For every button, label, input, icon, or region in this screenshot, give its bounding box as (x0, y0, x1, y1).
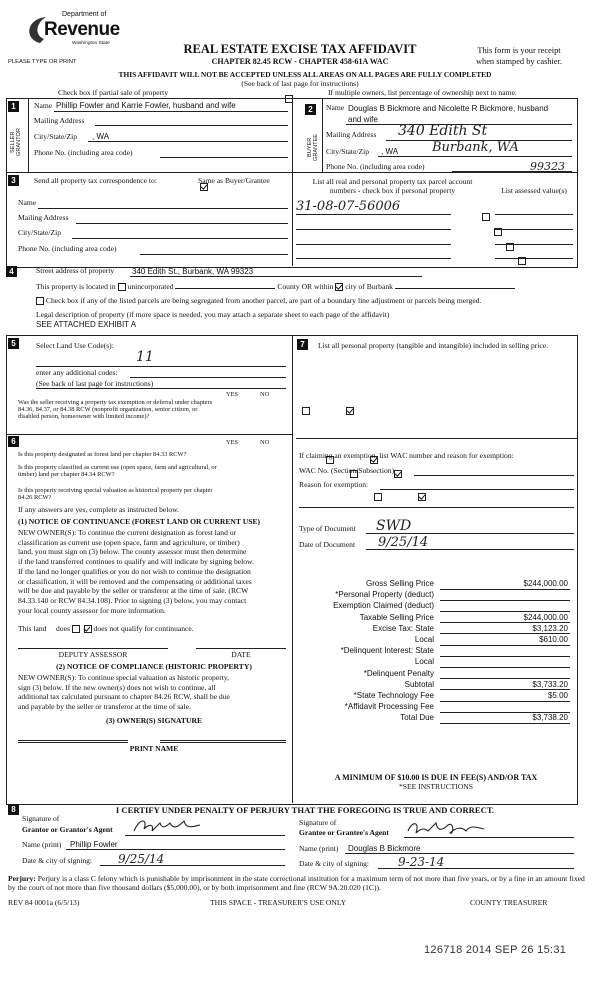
tax-row-value[interactable]: $5.00 (547, 691, 568, 700)
doc-date-hand[interactable]: 9/25/14 (378, 535, 429, 550)
notice1-body: NEW OWNER(S): To continue the current designation as forest land or classification as current use (open space, farm and agriculture, or timber) land, you must sign on (3) below. The county assessor must then determine if the land transferred continues to qualify and will indicate by signing below. If the land no longer qualifies or you do not wish to continue the designation or classification, it will be removed and the compensating or additional taxes will be due and payable by the seller or transferor at the time of sale. (RCW 84.33.140 or RCW 84.34.108). Prior to signing (3) below, you may contact your local county assessor for more information. (18, 528, 254, 615)
doc-type-hand[interactable]: SWD (376, 518, 412, 534)
section-2-number: 2 (305, 104, 316, 115)
tax-row-value[interactable]: $610.00 (539, 635, 568, 644)
grantor-name[interactable]: Phillip Fowler (70, 840, 118, 849)
s6-no: NO (260, 439, 270, 446)
form-number: REV 84 0001a (6/5/13) (8, 898, 80, 907)
does-not-qualify-checkbox[interactable] (84, 625, 92, 633)
buyer-mailing-label: Mailing Address (326, 130, 377, 139)
does-qualify-checkbox[interactable] (72, 625, 80, 633)
treasurer-stamp: 126718 2014 SEP 26 15:31 (424, 944, 567, 956)
doc-type-label: Type of Document (299, 524, 356, 533)
revenue-logo (22, 9, 122, 49)
form-title: REAL ESTATE EXCISE TAX AFFIDAVIT (183, 42, 417, 56)
s5-no-checkbox[interactable] (346, 407, 354, 415)
tax-row-value[interactable]: $244,000.00 (523, 612, 568, 622)
buyer-city-label: City/State/Zip (326, 147, 370, 156)
warning-text: THIS AFFIDAVIT WILL NOT BE ACCEPTED UNLESS ALL AREAS ON ALL PAGES ARE FULLY COMPLETED (118, 70, 492, 79)
exemption-question: Was the seller receiving a property tax exemption or deferral under chapters 84.36, 84.37, or 84.38 RCW (nonprofit organization, senior citizen, or disabled person, homeowner with limited income)? (18, 399, 213, 421)
certify-text: I CERTIFY UNDER PENALTY OF PERJURY THAT THE FOREGOING IS TRUE AND CORRECT. (115, 805, 495, 815)
tax-row-underline (440, 656, 570, 657)
section-4-number: 4 (6, 266, 17, 277)
forest-question: Is this property designated as forest land per chapter 84.33 RCW? (18, 451, 187, 458)
buyer-name-label: Name (326, 103, 345, 112)
if-yes-text: If any answers are yes, complete as instructed below. (18, 505, 180, 514)
grantor-date-hand[interactable]: 9/25/14 (118, 852, 165, 866)
multiple-owners: If multiple owners, list percentage of ownership next to name. (328, 88, 517, 97)
buyer-city-hand[interactable]: Burbank, WA (432, 140, 519, 155)
wac-label: WAC No. (Section/Subsection) (299, 466, 395, 475)
notice1-title: (1) NOTICE OF CONTINUANCE (FOREST LAND OR CURRENT USE) (18, 517, 261, 526)
print-name-label: PRINT NAME (129, 744, 179, 753)
perjury-notice: Perjury: Perjury is a class C felony which is punishable by imprisonment in the state correctional institution for a maximum term of not more than five years, or by a fine in an amount fixed by the court of not more than five thousand dollars ($5,000.00), or by both imprisonment and fine (RCW 9A.20.020 (1C)). (8, 874, 585, 892)
assessor-date-label: DATE (231, 650, 251, 659)
street-label: Street address of property (36, 266, 115, 275)
s6-yes: YES (226, 439, 239, 446)
s3-mailing-label: Mailing Address (18, 213, 69, 222)
section-7-number: 7 (297, 339, 308, 350)
land-use-label: Select Land Use Code(s): (36, 341, 114, 350)
section-3-number: 3 (8, 175, 19, 186)
street-address[interactable]: 340 Edith St., Burbank, WA 99323 (132, 267, 254, 276)
see-instructions: *SEE INSTRUCTIONS (398, 782, 474, 791)
section-8-number: 8 (8, 804, 19, 815)
treasurer-use: THIS SPACE - TREASURER'S USE ONLY (210, 898, 347, 907)
grantee-name-label: Name (print) (299, 844, 339, 853)
tax-row-underline (440, 667, 570, 668)
tax-row-label: *Affidavit Processing Fee (344, 702, 434, 712)
s3-phone-label: Phone No. (including area code) (18, 244, 117, 253)
seller-name[interactable]: Phillip Fowler and Karrie Fowler, husband and wife (56, 101, 236, 110)
personal-property-label: List all personal property (tangible and intangible) included in selling price. (318, 341, 549, 350)
doc-date-label: Date of Document (299, 540, 356, 549)
buyer-name-2[interactable]: and wife (348, 115, 378, 124)
tax-row-label: *Delinquent Interest: State (340, 646, 434, 656)
land-use-code-hand[interactable]: 11 (136, 349, 154, 365)
tax-row-label: Local (414, 657, 434, 667)
grantor-signature[interactable] (130, 815, 210, 837)
grantee-name[interactable]: Douglas B Bickmore (348, 844, 421, 853)
logo-state: Washington State (72, 41, 110, 46)
segregated-text: Check box if any of the listed parcels are being segregated from another parcel, are part of a boundary line adjustment or parcels being merged. (36, 297, 581, 306)
s5-no: NO (260, 391, 270, 398)
parcel-1-personal-checkbox[interactable] (482, 213, 490, 221)
historic-yes-checkbox[interactable] (374, 493, 382, 501)
grantee-date-hand[interactable]: 9-23-14 (398, 855, 445, 869)
tax-row-label: *State Technology Fee (353, 691, 434, 700)
tax-row-underline (440, 600, 570, 601)
continuance-row: This land does does not qualify for continuance. (18, 624, 194, 633)
additional-codes-label: enter any additional codes: (36, 368, 118, 377)
buyer-name-1[interactable]: Douglas B Bickmore and Nicolette R Bickmore, husband (348, 104, 549, 113)
tax-row-label: *Delinquent Penalty (363, 668, 434, 678)
tax-row-label: Excise Tax: State (372, 623, 434, 633)
parcel-number-hand[interactable]: 31-08-07-56006 (296, 199, 401, 214)
segregated-checkbox[interactable] (36, 297, 44, 305)
grantor-name-label: Name (print) (22, 840, 62, 849)
tax-row-label: Total Due (400, 713, 434, 723)
notice3-title: (3) OWNER(S) SIGNATURE (105, 716, 203, 725)
located-in-row: This property is located in unincorporated County OR within city of Burbank (36, 283, 515, 292)
historic-question: Is this property receiving special valuation as historical property per chapter 84.26 RCW? (18, 487, 213, 502)
tax-row-underline (440, 723, 570, 724)
current-use-no-checkbox[interactable] (394, 470, 402, 478)
seller-mailing-label: Mailing Address (34, 116, 85, 125)
buyer-zip-hand[interactable]: 99323 (530, 160, 565, 173)
buyer-mailing-hand[interactable]: 340 Edith St (398, 123, 488, 139)
grantor-agent-label: Grantor or Grantor's Agent (22, 825, 113, 834)
grantee-date-label: Date & city of signing: (299, 859, 370, 868)
s5-yes-checkbox[interactable] (302, 407, 310, 415)
tax-row-label: Exemption Claimed (deduct) (333, 601, 434, 611)
minimum-due: A MINIMUM OF $10.00 IS DUE IN FEE(S) AND/OR TAX (334, 773, 538, 782)
grantee-signature[interactable] (404, 817, 494, 839)
historic-no-checkbox[interactable] (418, 493, 426, 501)
section-1-number: 1 (8, 101, 19, 112)
notice2-title: (2) NOTICE OF COMPLIANCE (HISTORIC PROPERTY) (56, 662, 252, 671)
section-6-number: 6 (8, 436, 19, 447)
section-5-number: 5 (8, 338, 19, 349)
county-treasurer: COUNTY TREASURER (470, 898, 548, 907)
logo-revenue: Revenue (44, 19, 120, 40)
buyer-city[interactable]: , WA (381, 147, 399, 156)
send-correspondence-label: Send all property tax correspondence to: (34, 176, 157, 185)
seller-name-label: Name (34, 101, 53, 110)
s5-see-back: (See back of last page for instructions) (36, 379, 154, 388)
buyer-side-label: BUYER GRANTEE (307, 133, 319, 161)
grantor-sig-of: Signature of (22, 814, 60, 823)
tax-row-underline (440, 701, 570, 702)
please-type: PLEASE TYPE OR PRINT (8, 59, 77, 65)
claiming-exemption-label: If claiming an exemption, list WAC number and reason for exemption: (299, 451, 514, 460)
assessed-header: List assessed value(s) (501, 186, 567, 195)
unincorporated-checkbox[interactable] (118, 283, 126, 291)
s5-yes: YES (226, 391, 239, 398)
deputy-assessor-label: DEPUTY ASSESSOR (58, 650, 128, 659)
tax-row-value[interactable]: $244,000.00 (523, 579, 568, 588)
tax-row-value[interactable]: $3,733.20 (532, 679, 568, 689)
legal-description-label: Legal description of property (if more space is needed, you may attach a separate sheet to each page of the affidavit) (36, 310, 390, 319)
tax-row-underline (440, 645, 570, 646)
legal-description[interactable]: SEE ATTACHED EXHIBIT A (36, 320, 137, 329)
seller-city-label: City/State/Zip (34, 132, 78, 141)
city-checkbox[interactable] (335, 283, 343, 291)
tax-row-label: *Personal Property (deduct) (335, 590, 434, 600)
s3-name-label: Name (18, 198, 37, 207)
receipt-note-2: when stamped by cashier. (475, 57, 563, 66)
seller-city[interactable]: , WA (92, 132, 110, 141)
partial-sale-label: Check box if partial sale of property (58, 88, 169, 97)
tax-row-label: Subtotal (404, 679, 434, 689)
grantor-date-label: Date & city of signing: (22, 856, 93, 865)
seller-phone-label: Phone No. (including area code) (34, 148, 133, 157)
notice2-body: NEW OWNER(S): To continue special valuation as historic property, sign (3) below. If the new owner(s) does not wish to continue, all additional tax calculated pursuant to chapter 84.26 RCW, shall be due and payable by the seller or transferor at the time of sale. (18, 673, 230, 712)
tax-row-label: Local (414, 635, 434, 644)
current-use-question: Is this property classified as current use (open space, farm and agricultural, or timber) land per chapter 84.34 RCW? (18, 464, 217, 479)
logo-dept: Department of (62, 11, 107, 18)
grantee-agent-label: Grantee or Grantee's Agent (299, 828, 389, 837)
same-as-buyer-label: Same as Buyer/Grantee (198, 176, 270, 185)
tax-row-label: Taxable Selling Price (359, 612, 434, 622)
tax-row-value[interactable]: $3,738.20 (532, 713, 568, 723)
form-subtitle: CHAPTER 82.45 RCW - CHAPTER 458-61A WAC (211, 57, 389, 66)
tax-row-label: Gross Selling Price (365, 579, 434, 588)
grantee-sig-of: Signature of (299, 818, 337, 827)
receipt-note-1: This form is your receipt (477, 46, 561, 55)
parcel-header-2: numbers - check box if personal property (329, 186, 456, 195)
tax-row-underline (440, 589, 570, 590)
reason-label: Reason for exemption: (299, 480, 369, 489)
seller-side-label: SELLER GRANTOR (10, 128, 22, 156)
parcel-header-1: List all real and personal property tax parcel account (312, 177, 473, 186)
see-back: (See back of last page for instructions) (241, 79, 359, 88)
buyer-phone-label: Phone No. (including area code) (326, 162, 425, 171)
tax-row-value[interactable]: $3,123.20 (532, 623, 568, 633)
s3-city-label: City/State/Zip (18, 228, 62, 237)
